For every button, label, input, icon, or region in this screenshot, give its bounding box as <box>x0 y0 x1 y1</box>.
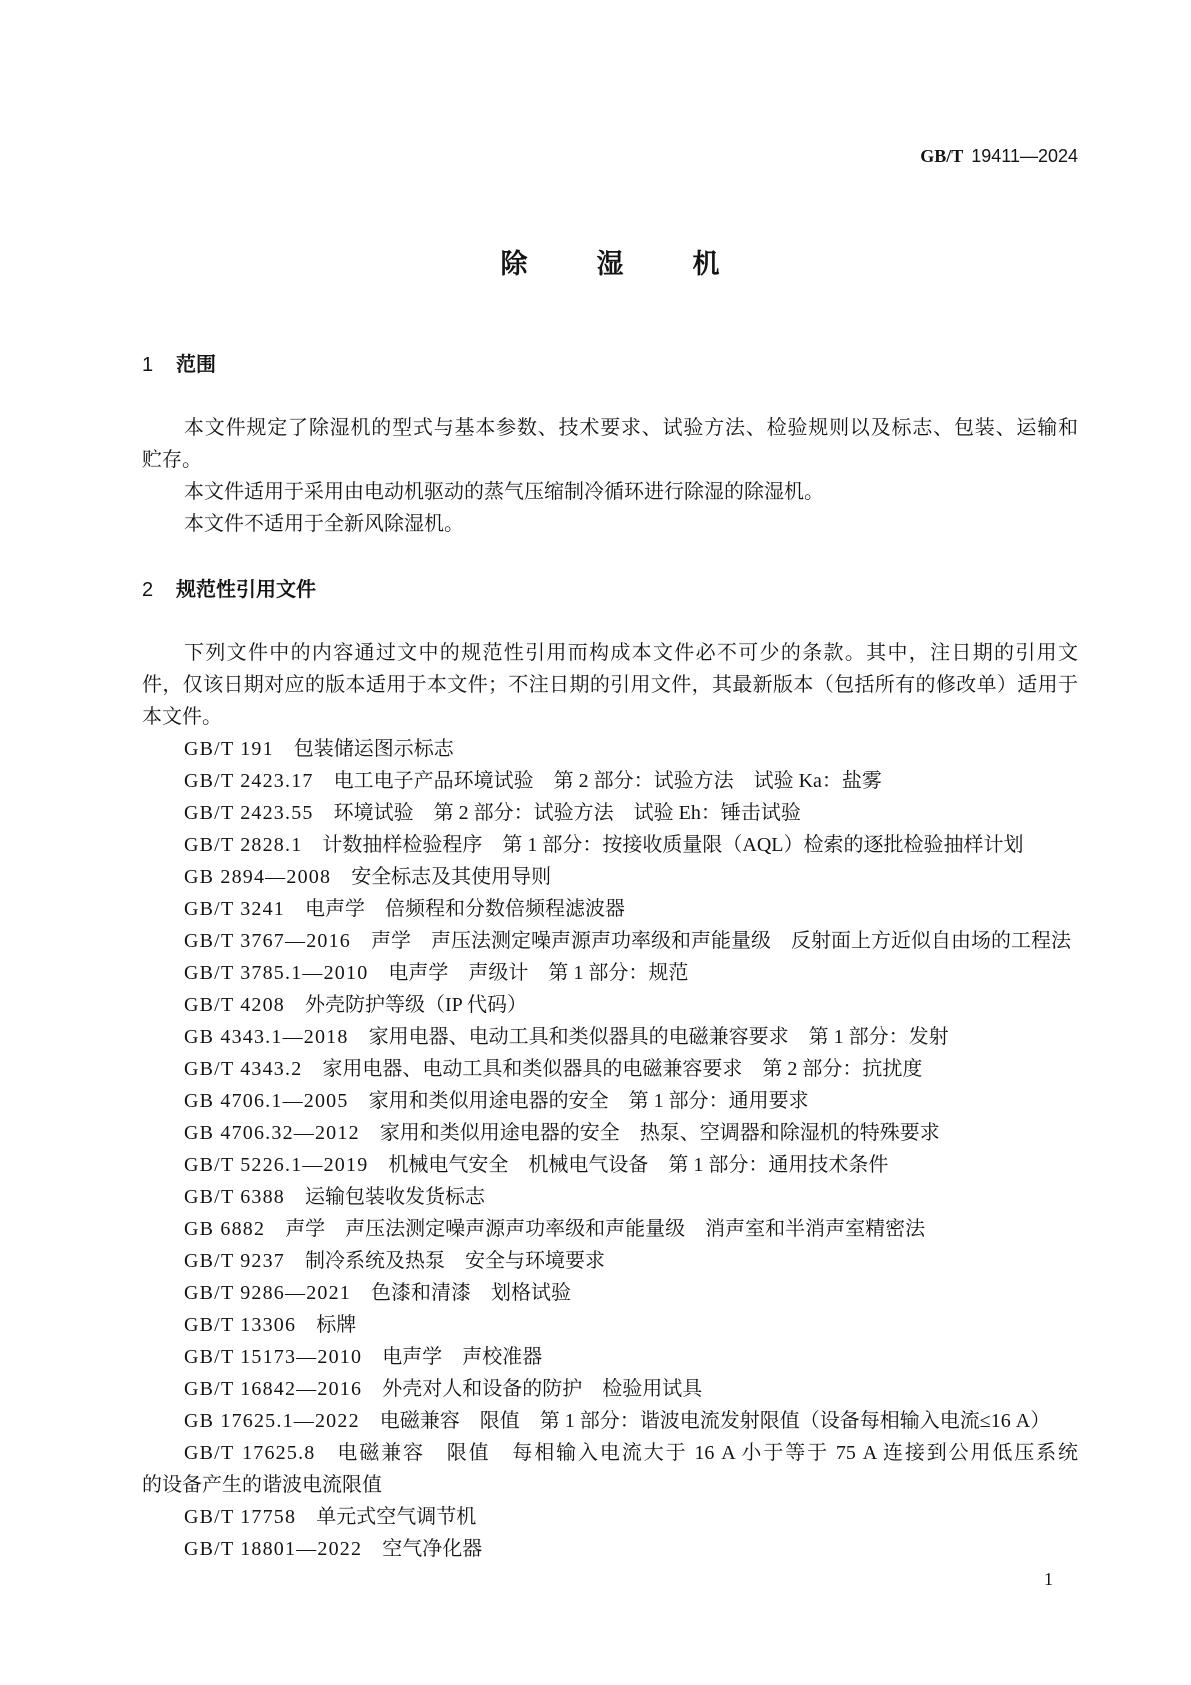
reference-item <box>142 1501 1078 1533</box>
reference-title: 机械电气安全 机械电气设备 第 1 部分：通用技术条件 <box>388 1154 889 1176</box>
reference-title: 包装储运图示标志 <box>293 738 454 760</box>
reference-code: GB 4343.1—2018 <box>184 1026 349 1048</box>
reference-item <box>142 861 1078 893</box>
paragraph-line: 本文件。 <box>142 706 222 728</box>
document-title: 除 湿 机 <box>500 249 741 280</box>
reference-title-continued: 的设备产生的谐波电流限值 <box>142 1474 382 1496</box>
reference-title: 家用电器、电动工具和类似器具的电磁兼容要求 第 2 部分：抗扰度 <box>322 1058 923 1080</box>
reference-item <box>142 1117 1078 1149</box>
reference-item <box>142 797 1078 829</box>
reference-code: GB 2894—2008 <box>184 866 332 888</box>
reference-item <box>142 989 1078 1021</box>
reference-item <box>142 1085 1078 1117</box>
reference-item <box>142 957 1078 989</box>
reference-item <box>142 1341 1078 1373</box>
section-number: 1 <box>142 354 154 376</box>
reference-title: 电工电子产品环境试验 第 2 部分：试验方法 试验 Ka：盐雾 <box>333 770 882 792</box>
reference-item <box>142 1405 1078 1437</box>
reference-code: GB 4706.32—2012 <box>184 1122 360 1144</box>
reference-code: GB/T 2423.17 <box>184 770 314 792</box>
reference-code: GB/T 4343.2 <box>184 1058 303 1080</box>
reference-item <box>142 925 1078 957</box>
references-body <box>142 637 1078 1565</box>
reference-item <box>142 765 1078 797</box>
reference-title: 外壳防护等级（IP 代码） <box>305 994 528 1016</box>
reference-code: GB/T 15173—2010 <box>184 1346 363 1368</box>
reference-item <box>142 893 1078 925</box>
reference-title: 计数抽样检验程序 第 1 部分：按接收质量限（AQL）检索的逐批检验抽样计划 <box>322 834 1024 856</box>
reference-title: 电声学 声级计 第 1 部分：规范 <box>388 962 689 984</box>
reference-item <box>142 829 1078 861</box>
reference-code: GB/T 17758 <box>184 1506 297 1528</box>
reference-code: GB 4706.1—2005 <box>184 1090 349 1112</box>
reference-code: GB 6882 <box>184 1218 266 1240</box>
reference-title: 制冷系统及热泵 安全与环境要求 <box>305 1250 605 1272</box>
paragraph <box>142 508 1078 540</box>
reference-code: GB/T 16842—2016 <box>184 1378 363 1400</box>
reference-title: 声学 声压法测定噪声源声功率级和声能量级 消声室和半消声室精密法 <box>285 1218 926 1240</box>
reference-code: GB/T 13306 <box>184 1314 297 1336</box>
section-number: 2 <box>142 579 154 601</box>
standard-number-header <box>920 144 1078 168</box>
reference-code: GB/T 17625.8 <box>184 1442 316 1464</box>
reference-code: GB/T 4208 <box>184 994 285 1016</box>
reference-item <box>142 1053 1078 1085</box>
reference-title: 电声学 声校准器 <box>382 1346 543 1368</box>
reference-title: 声学 声压法测定噪声源声功率级和声能量级 反射面上方近似自由场的工程法 <box>371 930 1071 952</box>
paragraph <box>142 412 1078 476</box>
reference-item <box>142 1309 1078 1341</box>
reference-code: GB/T 6388 <box>184 1186 285 1208</box>
paragraph-line: 本文件规定了除湿机的型式与基本参数、技术要求、试验方法、检验规则以及标志、包装、运输和 <box>184 417 1078 439</box>
reference-code: GB/T 191 <box>184 738 274 760</box>
reference-title: 家用电器、电动工具和类似器具的电磁兼容要求 第 1 部分：发射 <box>368 1026 949 1048</box>
page-number: 1 <box>1044 1569 1053 1589</box>
reference-title: 色漆和清漆 划格试验 <box>371 1282 571 1304</box>
scope-body <box>142 412 1078 540</box>
paragraph-line: 件，仅该日期对应的版本适用于本文件；不注日期的引用文件，其最新版本（包括所有的修改单）适用于 <box>142 674 1078 696</box>
reference-title: 电声学 倍频程和分数倍频程滤波器 <box>305 898 625 920</box>
reference-code: GB/T 9237 <box>184 1250 285 1272</box>
reference-title: 安全标志及其使用导则 <box>351 866 552 888</box>
reference-code: GB/T 3785.1—2010 <box>184 962 369 984</box>
section-heading-scope <box>142 349 216 381</box>
paragraph-line: 贮存。 <box>142 449 202 471</box>
reference-code: GB/T 5226.1—2019 <box>184 1154 369 1176</box>
reference-item <box>142 1181 1078 1213</box>
reference-list <box>142 733 1078 1565</box>
paragraph <box>142 476 1078 508</box>
reference-item <box>142 1277 1078 1309</box>
reference-item <box>142 1021 1078 1053</box>
reference-code: GB/T 3241 <box>184 898 285 920</box>
reference-item <box>142 1533 1078 1565</box>
section-heading-normative-references <box>142 574 316 606</box>
reference-title: 电磁兼容 限值 第 1 部分：谐波电流发射限值（设备每相输入电流≤16 A） <box>379 1410 1051 1432</box>
reference-item <box>142 1373 1078 1405</box>
reference-title: 空气净化器 <box>382 1538 483 1560</box>
reference-title: 环境试验 第 2 部分：试验方法 试验 Eh：锤击试验 <box>333 802 801 824</box>
standard-number: 19411—2024 <box>971 146 1078 166</box>
paragraph-line: 下列文件中的内容通过文中的规范性引用而构成本文件必不可少的条款。其中，注日期的引用文 <box>184 642 1078 664</box>
reference-item <box>142 1213 1078 1245</box>
reference-item <box>142 1437 1078 1501</box>
reference-title: 标牌 <box>316 1314 357 1336</box>
reference-code: GB/T 2828.1 <box>184 834 303 856</box>
section-title: 范围 <box>176 354 216 376</box>
paragraph-line: 本文件不适用于全新风除湿机。 <box>184 513 464 535</box>
reference-title: 家用和类似用途电器的安全 第 1 部分：通用要求 <box>368 1090 809 1112</box>
reference-title: 单元式空气调节机 <box>316 1506 477 1528</box>
reference-title: 外壳对人和设备的防护 检验用试具 <box>382 1378 703 1400</box>
standard-prefix: GB/T <box>920 146 964 166</box>
reference-item <box>142 733 1078 765</box>
reference-title: 运输包装收发货标志 <box>305 1186 485 1208</box>
reference-code: GB 17625.1—2022 <box>184 1410 360 1432</box>
reference-code: GB/T 2423.55 <box>184 802 314 824</box>
reference-code: GB/T 3767—2016 <box>184 930 351 952</box>
section-title: 规范性引用文件 <box>176 579 316 601</box>
reference-item <box>142 1149 1078 1181</box>
reference-code: GB/T 18801—2022 <box>184 1538 363 1560</box>
reference-item <box>142 1245 1078 1277</box>
paragraph-line: 本文件适用于采用由电动机驱动的蒸气压缩制冷循环进行除湿的除湿机。 <box>184 481 824 503</box>
reference-item-line <box>142 1437 1078 1469</box>
reference-title: 电磁兼容 限值 每相输入电流大于 16 A 小于等于 75 A 连接到公用低压系统 <box>335 1442 1078 1464</box>
reference-code: GB/T 9286—2021 <box>184 1282 351 1304</box>
reference-title: 家用和类似用途电器的安全 热泵、空调器和除湿机的特殊要求 <box>379 1122 940 1144</box>
references-intro <box>142 637 1078 733</box>
